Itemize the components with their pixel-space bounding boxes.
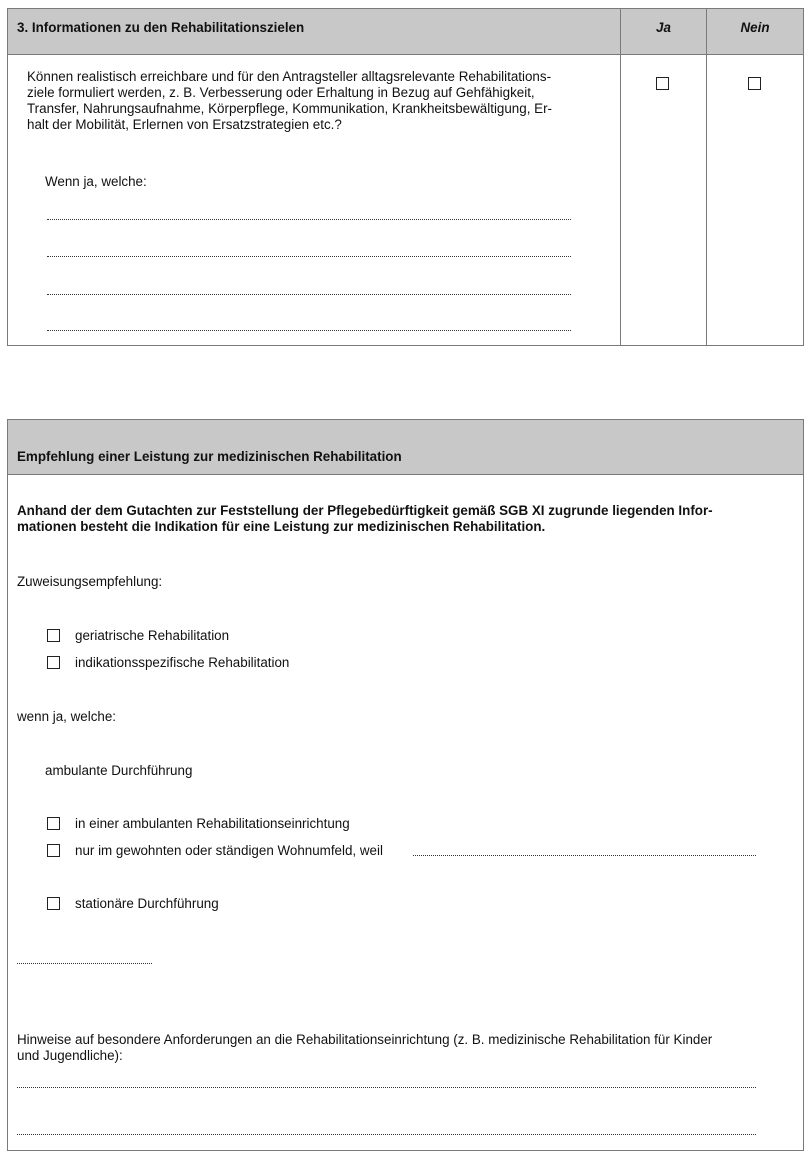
statement-line: mationen besteht die Indikation für eine Leistung zur medizinischen Rehabilitation. — [17, 519, 546, 534]
short-answer-line[interactable] — [17, 963, 152, 964]
goals-question — [27, 69, 617, 133]
home-environment-checkbox[interactable] — [47, 844, 60, 857]
home-environment-label: nur im gewohnten oder ständigen Wohnumfeld, weil — [75, 843, 383, 858]
indication-specific-label: indikationsspezifische Rehabilitation — [75, 655, 290, 670]
goals-yes-checkbox[interactable] — [656, 77, 669, 90]
goals-answer-line-3[interactable] — [47, 294, 571, 295]
requirements-line-1[interactable] — [17, 1087, 756, 1088]
section3-title: 3. Informationen zu den Rehabilitationszielen — [17, 20, 305, 35]
goals-answer-line-2[interactable] — [47, 256, 571, 257]
home-reason-line[interactable] — [413, 855, 756, 856]
goals-no-checkbox[interactable] — [748, 77, 761, 90]
statement-line: Anhand der dem Gutachten zur Feststellung der Pflegebedürftigkeit gemäß SGB XI zugrunde liegenden Infor- — [17, 503, 713, 518]
section3-col-divider-1 — [620, 9, 621, 345]
section3-col-divider-2 — [706, 9, 707, 345]
goals-answer-line-4[interactable] — [47, 330, 571, 331]
ambulant-facility-label: in einer ambulanten Rehabilitationseinrichtung — [75, 816, 350, 831]
question-line: ziele formuliert werden, z. B. Verbesserung oder Erhaltung in Bezug auf Gehfähigkeit, — [27, 85, 535, 100]
indication-specific-checkbox[interactable] — [47, 656, 60, 669]
section3-header-divider — [8, 54, 803, 55]
geriatric-checkbox[interactable] — [47, 629, 60, 642]
referral-label: Zuweisungsempfehlung: — [17, 574, 163, 589]
recommendation-header — [8, 420, 803, 474]
inpatient-label: stationäre Durchführung — [75, 896, 219, 911]
column-yes-header: Ja — [656, 20, 671, 35]
question-line: halt der Mobilität, Erlernen von Ersatzstrategien etc.? — [27, 117, 342, 132]
if-yes-label: Wenn ja, welche: — [45, 174, 147, 189]
recommendation-title: Empfehlung einer Leistung zur medizinischen Rehabilitation — [17, 449, 402, 464]
question-line: Transfer, Nahrungsaufnahme, Körperpflege, Kommunikation, Krankheitsbewältigung, Er- — [27, 101, 552, 116]
inpatient-checkbox[interactable] — [47, 897, 60, 910]
geriatric-label: geriatrische Rehabilitation — [75, 628, 230, 643]
ambulant-facility-checkbox[interactable] — [47, 817, 60, 830]
special-requirements-note — [17, 1032, 797, 1064]
recommendation-header-divider — [8, 474, 803, 475]
column-no-header: Nein — [740, 20, 770, 35]
requirements-line-2[interactable] — [17, 1134, 756, 1135]
indication-statement — [17, 503, 797, 535]
question-line: Können realistisch erreichbare und für den Antragsteller alltagsrelevante Rehabilitations- — [27, 69, 552, 84]
which-label: wenn ja, welche: — [17, 709, 116, 724]
ambulant-label: ambulante Durchführung — [45, 763, 193, 778]
note-line: Hinweise auf besondere Anforderungen an die Rehabilitationseinrichtung (z. B. medizinische Rehabilitation für Kinder — [17, 1032, 713, 1047]
note-line: und Jugendliche): — [17, 1048, 123, 1063]
goals-answer-line-1[interactable] — [47, 219, 571, 220]
